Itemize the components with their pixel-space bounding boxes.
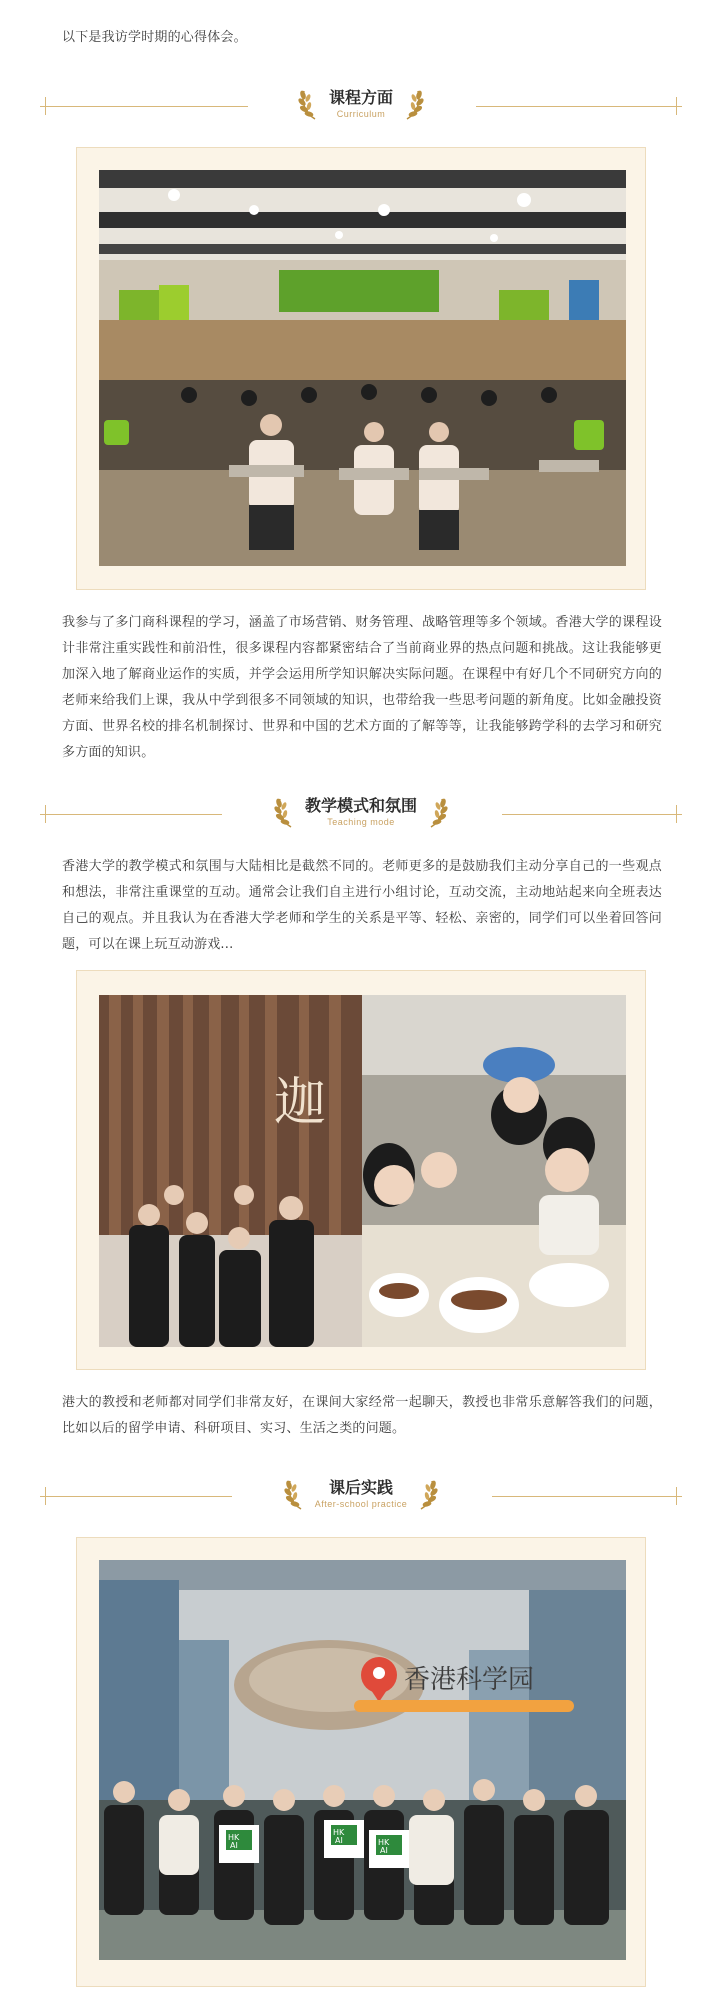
svg-text:HK: HK <box>333 1828 345 1837</box>
svg-text:迦: 迦 <box>274 1073 327 1133</box>
classroom-photo <box>99 170 626 566</box>
svg-text:HK: HK <box>378 1838 390 1847</box>
section-heading-practice <box>40 1477 682 1517</box>
laurel-left-icon <box>273 795 295 829</box>
intro-text: 以下是我访学时期的心得体会。 <box>62 30 247 45</box>
science-park-sign: 香港科学园 <box>404 1665 535 1695</box>
svg-text:AI: AI <box>380 1846 388 1855</box>
section-heading-curriculum <box>40 87 682 127</box>
students-photo-collage <box>99 995 626 1347</box>
svg-text:HK: HK <box>228 1833 240 1842</box>
section-subtitle: Teaching mode <box>327 817 395 827</box>
curriculum-paragraph: 我参与了多门商科课程的学习，涵盖了市场营销、财务管理、战略管理等多个领域。香港大学的课程设计非常注重实践性和前沿性，很多课程内容都紧密结合了当前商业界的热点问题和挑战。这让我能够更加深入地了解商业运作的实质，并学会运用所学知识解决实际问题。在课程中有好几个不同研究方向的老师来给我们上课，我从中学到很多不同领域的知识，也带给我一些思考问题的新角度。比如金融投资方面、世界名校的排名机制探讨、世界和中国的艺术方面的了解等等，让我能够跨学科的去学习和研究多方面的知识。 <box>62 615 662 760</box>
svg-text:AI: AI <box>230 1841 238 1850</box>
laurel-left-icon <box>297 87 319 121</box>
laurel-right-icon <box>403 87 425 121</box>
svg-text:AI: AI <box>335 1836 343 1845</box>
section-subtitle: Curriculum <box>336 109 386 119</box>
section-subtitle: After-school practice <box>314 1499 408 1509</box>
laurel-right-icon <box>427 795 449 829</box>
section-heading-teaching <box>40 795 682 835</box>
section-title: 课程方面 <box>328 88 393 107</box>
professors-paragraph: 港大的教授和老师都对同学们非常友好，在课间大家经常一起聊天，教授也非常乐意解答我们的问题，比如以后的留学申请、科研项目、实习、生活之类的问题。 <box>62 1395 662 1436</box>
laurel-right-icon <box>417 1477 439 1511</box>
section-title: 课后实践 <box>328 1478 393 1497</box>
section-title: 教学模式和氛围 <box>304 796 417 815</box>
teaching-paragraph: 香港大学的教学模式和氛围与大陆相比是截然不同的。老师更多的是鼓励我们主动分享自己的一些观点和想法，非常注重课堂的互动。通常会让我们自主进行小组讨论，互动交流，主动地站起来向全班表达自己的观点。并且我认为在香港大学老师和学生的关系是平等、轻松、亲密的，同学们可以坐着回答问题，可以在课上玩互动游戏... <box>62 859 662 952</box>
laurel-left-icon <box>283 1477 305 1511</box>
science-park-photo <box>99 1560 626 1960</box>
